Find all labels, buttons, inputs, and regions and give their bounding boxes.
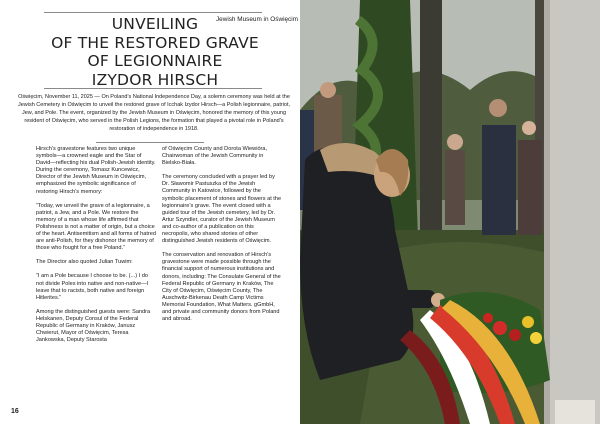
quote-paragraph: “I am a Pole because I choose to be. (...) I do not divide Poles into native and non-native—I leave that to racists, both native and foreign Hitlerites.” <box>36 273 149 301</box>
body-column-left <box>36 146 156 351</box>
page-number: 16 <box>11 408 19 415</box>
running-header: Jewish Museum in Oświęcim <box>215 16 298 23</box>
lead-rule <box>96 142 204 143</box>
body-column-right <box>162 146 282 330</box>
article-title <box>40 15 270 89</box>
header-rule <box>44 12 298 23</box>
ceremony-photo-illustration <box>300 0 600 424</box>
body-paragraph: The Director also quoted Julian Tuwim: <box>36 259 133 266</box>
body-paragraph: of Oświęcim County and Dorota Wiewióra, Chairwoman of the Jewish Community in Bielsko-Biała. <box>162 146 268 167</box>
body-paragraph: The ceremony concluded with a prayer led by Dr. Sławomir Pastuszka of the Jewish Community in Katowice, followed by the symbolic placement of stones and flowers at the legionnaire’s grave. The event closed with a guided tour of the Jewish cemetery, led by Dr. Artur Szyndler, curator of the Jewish Museum and co-author of a publication on this necropolis, who shared stories of other distinguished Jewish residents of Oświęcim. <box>162 174 282 245</box>
title-line-3: OF LEGIONNAIRE <box>87 52 223 70</box>
title-line-4: IZYDOR HIRSCH <box>91 70 219 89</box>
title-line-2: OF THE RESTORED GRAVE <box>51 33 259 52</box>
body-paragraph: Hirsch’s gravestone features two unique symbols—a crowned eagle and the Star of David—reflecting his dual Polish-Jewish identity. During the ceremony, Tomasz Kuncewicz, Director of the Jewish Museum in Oświęcim, emphasized the symbolic significance of restoring Hirsch’s memory: <box>36 146 156 195</box>
title-line-1: UNVEILING <box>111 15 199 33</box>
quote-paragraph: “Today, we unveil the grave of a legionnaire, a patriot, a Jew, and a Pole. We restore the memory of a man whose life affirmed that Polishness is not a matter of origin, but a choice of the heart. Antisemitism and all forms of hatred are anti-Polish, for they dishonor the memory of those who fought for a free Poland.” <box>36 202 157 252</box>
gravestone <box>544 0 600 424</box>
lead-paragraph: Oświęcim, November 11, 2025 — On Poland’s National Independence Day, a solemn ceremony was held at the Jewish Cemetery in Oświęcim to unveil the restored grave of Icchak Izydor Hirsch—a Polish legionnaire, patriot, Jew, and Pole. The event, organized by the Jewish Museum in Oświęcim, honored the memory of this young resident of Oświęcim, who served in the Polish Legions, the formation that played a pivotal role in Poland’s restoration of independence in 1918. <box>17 94 291 132</box>
ceremony-photo <box>300 0 600 424</box>
body-paragraph: Among the distinguished guests were: Sandra Helskanen, Deputy Consul of the Federal Republic of Germany in Kraków, Janusz Chwierut, Mayor of Oświęcim, Teresa Jankowska, Deputy Starosta <box>36 308 151 344</box>
title-rule <box>44 88 262 89</box>
body-paragraph: The conservation and renovation of Hirsch’s gravestone were made possible through the financial support of numerous institutions and donors, including: The Consulate General of the Federal Republic of Germany in Kraków, The City of Oświęcim, Oświęcim County, The Auschwitz-Birkenau Death Camp Victims Memorial Foundation, What Matters. gGmbH, and private and community donors from Poland and abroad. <box>162 252 281 323</box>
